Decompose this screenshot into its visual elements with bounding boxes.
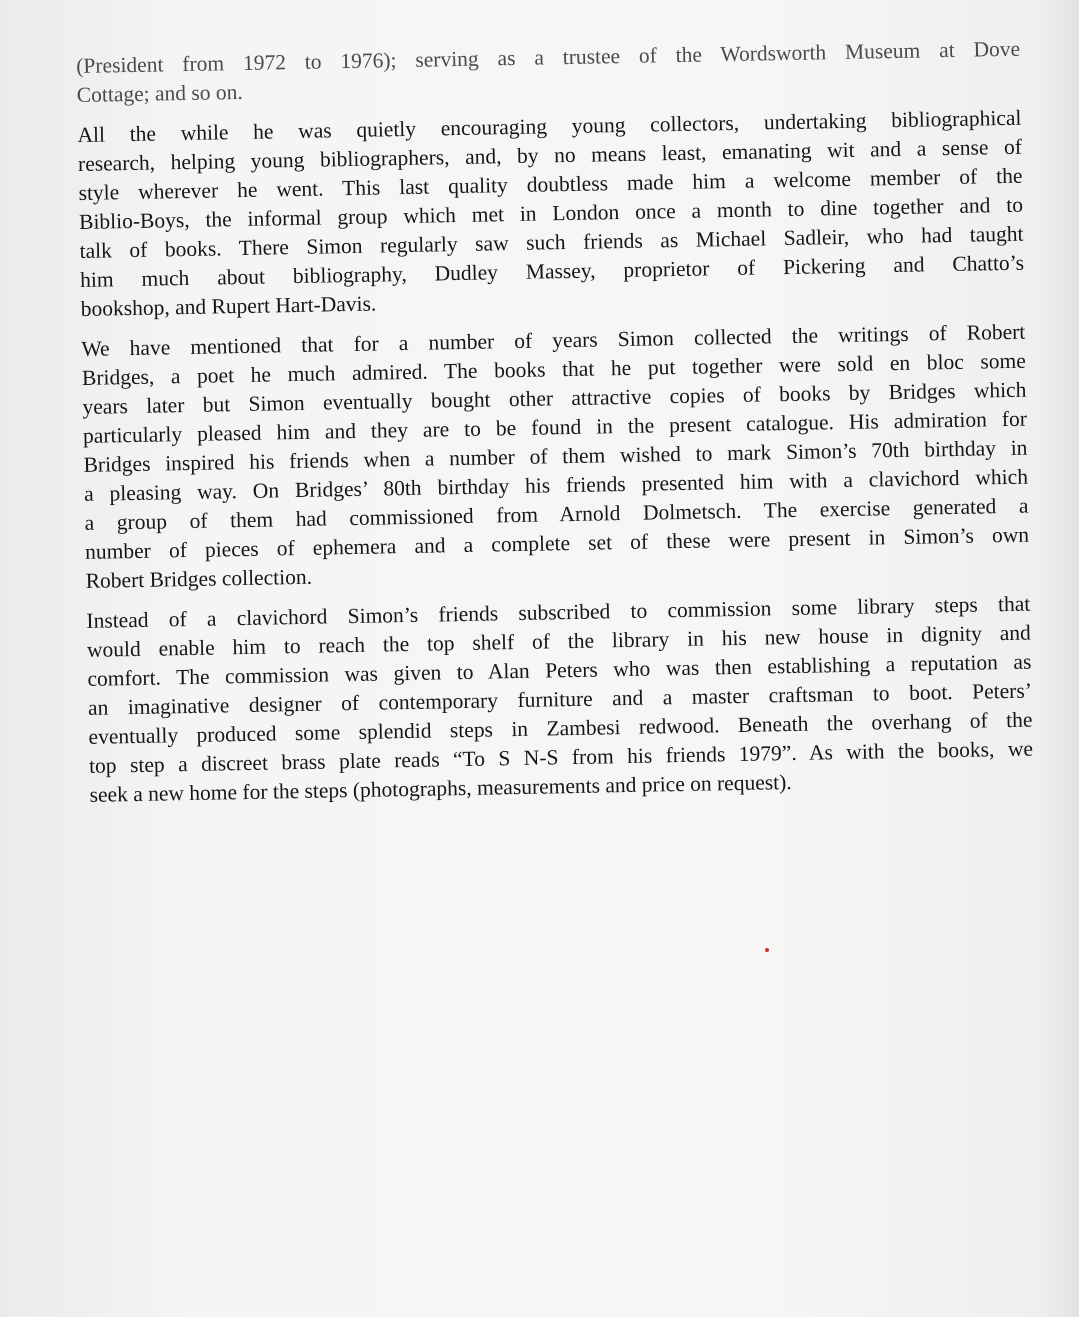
text-line: particularly pleased him and they are to be found in the present catalogue. His admiration for [82,406,1028,448]
text-line: top step a discreet brass plate reads “To S N-S from his friends 1979”. As with the books, we [88,736,1034,778]
text-line: Instead of a clavichord Simon’s friends subscribed to commission some library steps that [86,591,1031,633]
text-line: a pleasing way. On Bridges’ 80th birthday his friends presented him with a clavichord which [83,464,1029,506]
text-line: We have mentioned that for a number of years Simon collected the writings of Robert [81,319,1026,361]
text-line: style wherever he went. This last quality doubtless made him a welcome member of the [78,163,1023,205]
text-line: Cottage; and so on. [76,79,243,107]
page-edge-shadow [1039,0,1079,1317]
text-line: would enable him to reach the top shelf of the library in his new house in dignity and [86,620,1032,662]
paragraph-4 [86,590,1034,810]
text-line: number of pieces of ephemera and a complete set of these were present in Simon’s own [84,522,1030,564]
ink-speck [765,948,769,952]
text-line: Robert Bridges collection. [85,564,313,593]
text-line: (President from 1972 to 1976); serving as a trustee of the Wordsworth Museum at Dove [76,36,1021,78]
text-line: talk of books. There Simon regularly saw such friends as Michael Sadleir, who had taught [79,221,1024,263]
text-line: comfort. The commission was given to Alan Peters who was then establishing a reputation as [87,649,1032,691]
text-line: bookshop, and Rupert Hart-Davis. [80,291,377,321]
text-line: a group of them had commissioned from Arnold Dolmetsch. The exercise generated a [84,493,1029,535]
text-line: Bridges inspired his friends when a number of them wished to mark Simon’s 70th birthday in [83,435,1028,477]
text-line: eventually produced some splendid steps in Zambesi redwood. Beneath the overhang of the [88,707,1033,749]
text-line: Biblio-Boys, the informal group which met in London once a month to dine together and to [78,192,1024,234]
text-line: him much about bibliography, Dudley Massey, proprietor of Pickering and Chatto’s [79,250,1025,292]
paragraph-2 [77,104,1025,324]
text-line: research, helping young bibliographers, and, by no means least, emanating wit and a sense of [77,134,1023,176]
text-line: All the while he was quietly encouraging young collectors, undertaking bibliographical [77,105,1022,147]
text-line: seek a new home for the steps (photographs, measurements and price on request). [89,770,792,807]
paragraph-3 [81,318,1030,596]
text-line: an imaginative designer of contemporary furniture and a master craftsman to boot. Peters’ [87,678,1033,720]
body-text [76,35,1034,821]
paragraph-1 [76,35,1021,110]
text-line: Bridges, a poet he much admired. The books that he put together were sold en bloc some [81,348,1027,390]
text-line: years later but Simon eventually bought other attractive copies of books by Bridges which [82,377,1027,419]
